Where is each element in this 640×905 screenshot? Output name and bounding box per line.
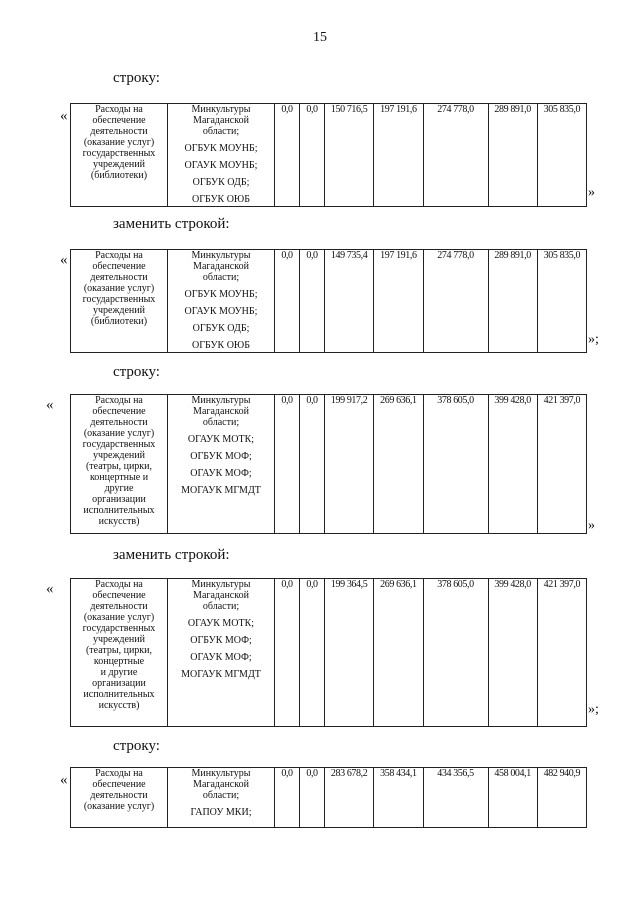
org-head-line: Минкультуры [191, 104, 251, 115]
value-cell: 0,0 [275, 768, 300, 828]
value-cell: 283 678,2 [325, 768, 374, 828]
table-row [70, 249, 587, 353]
purpose-line: обеспечение [92, 115, 146, 126]
close-quote: »; [588, 332, 599, 347]
purpose-line: обеспечение [92, 779, 146, 790]
value-cell: 305 835,0 [537, 104, 586, 207]
org-head-line: Магаданской [193, 406, 249, 417]
org-name: ОГАУК МОФ; [190, 468, 252, 479]
open-quote: « [60, 108, 68, 124]
value-cell: 274 778,0 [423, 104, 488, 207]
value-cell: 269 636,1 [374, 395, 423, 534]
purpose-line: Расходы на [95, 104, 143, 115]
value-cell: 274 778,0 [423, 250, 488, 353]
purpose-line: (оказание услуг) [83, 801, 155, 812]
purpose-line: концертные и [89, 472, 149, 483]
purpose-line: учреждений [93, 634, 145, 645]
purpose-line: концертные [93, 656, 145, 667]
purpose-line: искусств) [98, 516, 140, 527]
purpose-line: Расходы на [95, 579, 143, 590]
org-head-line: области; [202, 417, 240, 428]
value-cell: 269 636,1 [374, 579, 423, 727]
org-name: ОГБУК ОДБ; [192, 323, 250, 334]
block-heading: заменить строкой: [113, 547, 230, 563]
value-cell: 197 191,6 [374, 250, 423, 353]
purpose-cell [71, 579, 168, 727]
purpose-line: Расходы на [95, 768, 143, 779]
block-heading: заменить строкой: [113, 216, 230, 232]
value-cell: 150 716,5 [325, 104, 374, 207]
value-cell: 0,0 [300, 250, 325, 353]
value-cell: 289 891,0 [488, 104, 537, 207]
value-cell: 0,0 [300, 395, 325, 534]
value-cell: 149 735,4 [325, 250, 374, 353]
value-cell: 0,0 [275, 579, 300, 727]
value-cell: 0,0 [275, 250, 300, 353]
table-row [70, 394, 587, 534]
purpose-line: организации [92, 678, 146, 689]
org-name: ОГАУК МОТК; [187, 618, 255, 629]
org-cell [168, 395, 275, 534]
purpose-line: (библиотеки) [90, 316, 148, 327]
value-cell: 421 397,0 [537, 395, 586, 534]
table-row [70, 767, 587, 828]
value-cell: 358 434,1 [374, 768, 423, 828]
org-name: ОГБУК МОУНБ; [184, 289, 258, 300]
org-name: ОГБУК ОЮБ [192, 340, 250, 351]
org-cell [168, 768, 275, 828]
purpose-line: (оказание услуг) [83, 137, 155, 148]
purpose-line: другие [104, 483, 134, 494]
value-cell: 0,0 [275, 395, 300, 534]
block-heading: строку: [113, 70, 160, 86]
value-cell: 378 605,0 [423, 395, 488, 534]
value-cell: 421 397,0 [537, 579, 586, 727]
purpose-line: исполнительных [83, 689, 155, 700]
value-cell: 289 891,0 [488, 250, 537, 353]
purpose-line: учреждений [93, 305, 145, 316]
purpose-line: (библиотеки) [90, 170, 148, 181]
open-quote: « [60, 772, 68, 788]
value-cell: 0,0 [300, 104, 325, 207]
org-head-line: Минкультуры [191, 250, 251, 261]
purpose-line: деятельности [90, 126, 148, 137]
org-name: ОГАУК МОФ; [190, 652, 252, 663]
purpose-line: государственных [82, 439, 156, 450]
org-name: ОГБУК МОФ; [190, 635, 252, 646]
org-name: ОГБУК МОФ; [190, 451, 252, 462]
value-cell: 399 428,0 [488, 579, 537, 727]
org-head-line: области; [202, 790, 240, 801]
purpose-line: обеспечение [92, 261, 146, 272]
value-cell: 0,0 [275, 104, 300, 207]
purpose-line: (театры, цирки, [85, 461, 153, 472]
purpose-line: организации [92, 494, 146, 505]
purpose-line: искусств) [98, 700, 140, 711]
org-name: ГАПОУ МКИ; [190, 807, 252, 818]
value-cell: 305 835,0 [537, 250, 586, 353]
purpose-line: (оказание услуг) [83, 283, 155, 294]
org-head-line: Магаданской [193, 261, 249, 272]
purpose-cell [71, 768, 168, 828]
purpose-line: деятельности [90, 417, 148, 428]
purpose-line: государственных [82, 148, 156, 159]
org-name: МОГАУК МГМДТ [181, 485, 261, 496]
page-number: 15 [313, 30, 327, 45]
close-quote: » [588, 518, 595, 533]
purpose-line: и другие [100, 667, 138, 678]
purpose-line: (театры, цирки, [85, 645, 153, 656]
purpose-line: Расходы на [95, 395, 143, 406]
org-cell [168, 104, 275, 207]
table-row [70, 103, 587, 207]
org-head-line: области; [202, 272, 240, 283]
block-heading: строку: [113, 364, 160, 380]
close-quote: »; [588, 702, 599, 717]
value-cell: 378 605,0 [423, 579, 488, 727]
org-head-line: области; [202, 601, 240, 612]
org-cell [168, 579, 275, 727]
purpose-line: учреждений [93, 159, 145, 170]
purpose-cell [71, 104, 168, 207]
org-name: ОГБУК ОЮБ [192, 194, 250, 205]
org-name: МОГАУК МГМДТ [181, 669, 261, 680]
open-quote: « [60, 252, 68, 268]
value-cell: 197 191,6 [374, 104, 423, 207]
org-head-line: Магаданской [193, 779, 249, 790]
value-cell: 199 364,5 [325, 579, 374, 727]
org-head-line: Минкультуры [191, 768, 251, 779]
value-cell: 0,0 [300, 579, 325, 727]
purpose-cell [71, 395, 168, 534]
purpose-line: (оказание услуг) [83, 428, 155, 439]
org-head-line: Магаданской [193, 115, 249, 126]
close-quote: » [588, 185, 595, 200]
purpose-line: деятельности [90, 790, 148, 801]
value-cell: 399 428,0 [488, 395, 537, 534]
purpose-line: (оказание услуг) [83, 612, 155, 623]
value-cell: 0,0 [300, 768, 325, 828]
value-cell: 199 917,2 [325, 395, 374, 534]
block-heading: строку: [113, 738, 160, 754]
value-cell: 482 940,9 [537, 768, 586, 828]
purpose-line: деятельности [90, 272, 148, 283]
purpose-cell [71, 250, 168, 353]
org-name: ОГАУК МОУНБ; [184, 160, 258, 171]
open-quote: « [46, 581, 54, 597]
org-head-line: Минкультуры [191, 579, 251, 590]
purpose-line: деятельности [90, 601, 148, 612]
org-head-line: Минкультуры [191, 395, 251, 406]
org-name: ОГАУК МОУНБ; [184, 306, 258, 317]
org-cell [168, 250, 275, 353]
purpose-line: обеспечение [92, 406, 146, 417]
value-cell: 458 004,1 [488, 768, 537, 828]
value-cell: 434 356,5 [423, 768, 488, 828]
purpose-line: обеспечение [92, 590, 146, 601]
open-quote: « [46, 397, 54, 413]
org-name: ОГБУК МОУНБ; [184, 143, 258, 154]
purpose-line: Расходы на [95, 250, 143, 261]
org-head-line: области; [202, 126, 240, 137]
org-head-line: Магаданской [193, 590, 249, 601]
org-name: ОГАУК МОТК; [187, 434, 255, 445]
purpose-line: государственных [82, 623, 156, 634]
org-name: ОГБУК ОДБ; [192, 177, 250, 188]
purpose-line: государственных [82, 294, 156, 305]
table-row [70, 578, 587, 727]
purpose-line: исполнительных [83, 505, 155, 516]
purpose-line: учреждений [93, 450, 145, 461]
